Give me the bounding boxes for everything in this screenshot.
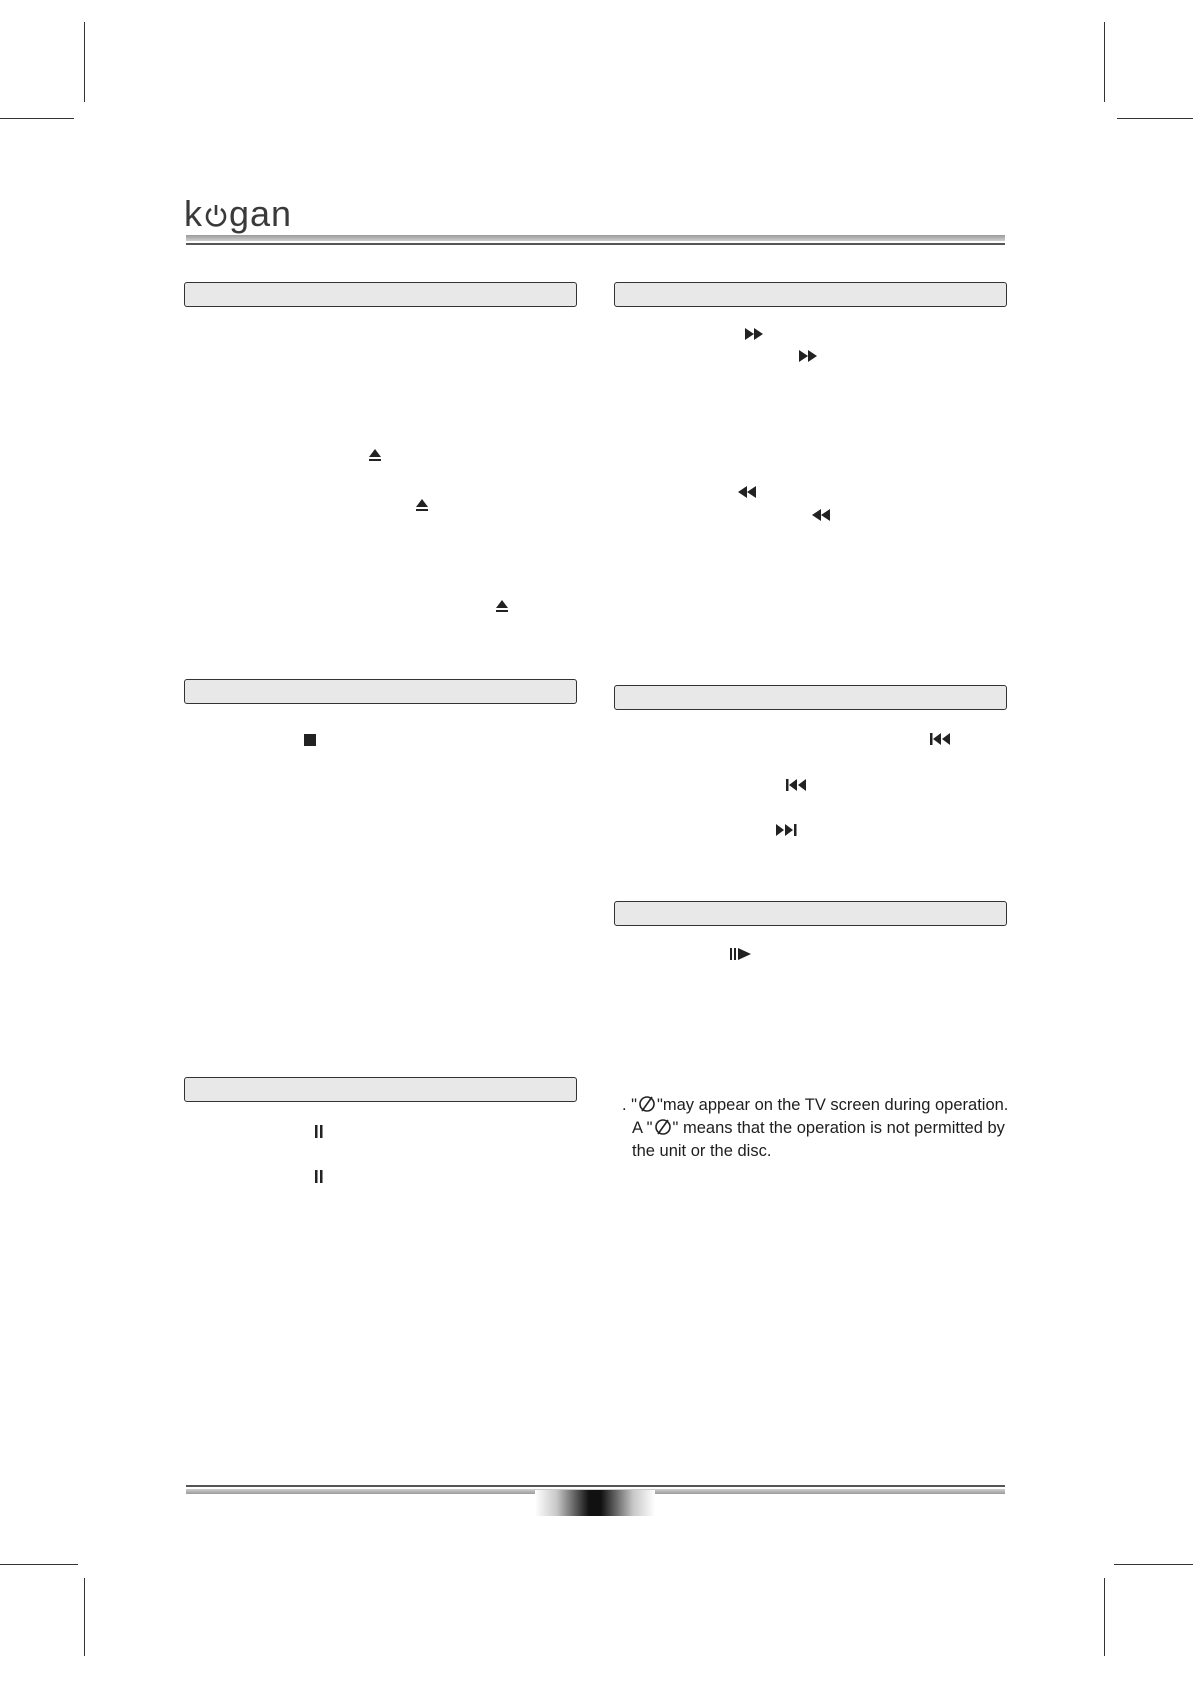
crop-mark — [1117, 118, 1193, 119]
skip-previous-icon — [930, 733, 951, 745]
rewind-icon — [738, 486, 756, 498]
crop-mark — [1104, 22, 1105, 102]
crop-mark — [1114, 1564, 1193, 1565]
section-heading-box — [614, 685, 1007, 710]
crop-mark — [84, 22, 85, 102]
note-line-2: A " " means that the operation is not permitted by — [632, 1119, 1005, 1137]
kogan-logo — [184, 193, 293, 234]
header-rule — [186, 235, 1005, 241]
power-icon — [204, 198, 228, 222]
section-heading-box — [184, 679, 577, 704]
prohibited-icon — [637, 1095, 657, 1113]
pause-icon — [314, 1125, 324, 1138]
section-heading-box — [614, 901, 1007, 926]
fast-forward-icon — [745, 328, 763, 340]
crop-mark — [1104, 1578, 1105, 1656]
rewind-icon — [812, 509, 830, 521]
skip-next-icon — [776, 824, 797, 836]
crop-mark — [84, 1578, 85, 1656]
crop-mark — [0, 118, 74, 119]
footer-rule — [186, 1485, 1005, 1487]
pause-icon — [314, 1170, 324, 1183]
header-rule — [186, 243, 1005, 245]
operation-note — [622, 1094, 1022, 1163]
logo-letters-gan: gan — [229, 193, 293, 234]
section-heading-box — [614, 282, 1007, 307]
logo-letter-k: k — [184, 193, 203, 234]
fast-forward-icon — [799, 350, 817, 362]
section-heading-box — [184, 282, 577, 307]
crop-mark — [0, 1564, 78, 1565]
slow-motion-icon — [730, 948, 751, 960]
skip-previous-icon — [786, 779, 807, 791]
stop-icon — [304, 734, 316, 746]
eject-icon — [495, 599, 509, 613]
note-line-3: the unit or the disc. — [632, 1142, 772, 1160]
page-number-tab — [535, 1490, 655, 1516]
eject-icon — [368, 448, 382, 462]
note-line-1: . " "may appear on the TV screen during operation. — [622, 1096, 1009, 1114]
eject-icon — [415, 498, 429, 512]
prohibited-icon — [653, 1118, 673, 1136]
section-heading-box — [184, 1077, 577, 1102]
